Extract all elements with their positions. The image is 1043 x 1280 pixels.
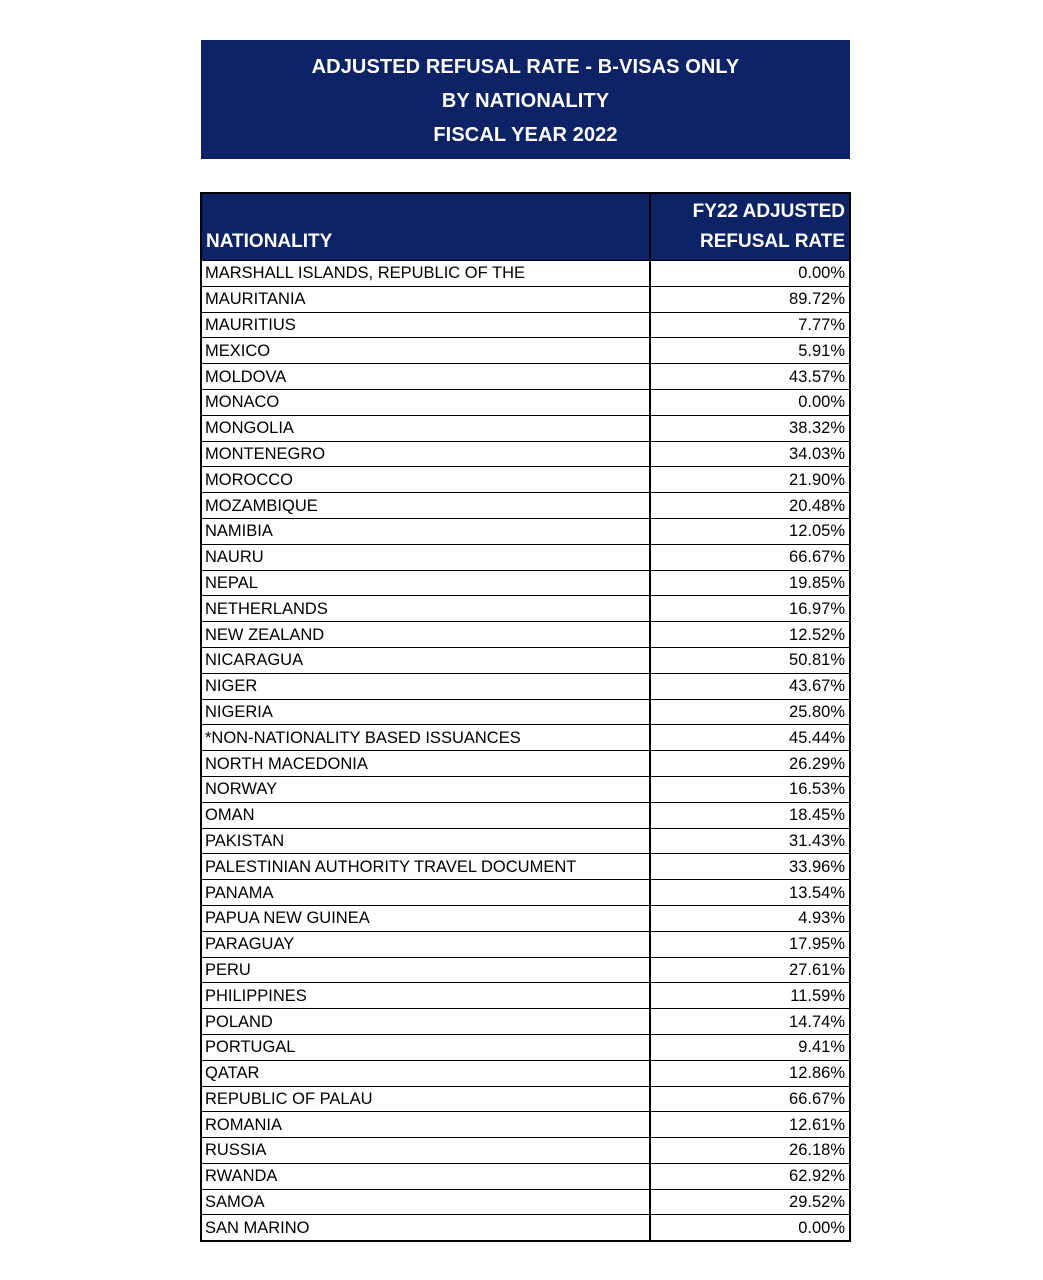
table-row [202,544,849,570]
nationality-cell: NEW ZEALAND [202,622,650,648]
nationality-cell: NICARAGUA [202,647,650,673]
nationality-cell: SAN MARINO [202,1215,650,1240]
refusal-rate-cell: 19.85% [650,570,849,596]
nationality-cell: MONACO [202,389,650,415]
refusal-rate-cell: 45.44% [650,725,849,751]
nationality-cell: MARSHALL ISLANDS, REPUBLIC OF THE [202,261,650,287]
table-row [202,389,849,415]
nationality-cell: OMAN [202,802,650,828]
table-row [202,1060,849,1086]
refusal-rate-cell: 16.97% [650,596,849,622]
refusal-rate-cell: 34.03% [650,441,849,467]
table-row [202,699,849,725]
refusal-rate-cell: 14.74% [650,1009,849,1035]
nationality-cell: NORTH MACEDONIA [202,751,650,777]
refusal-rate-cell: 25.80% [650,699,849,725]
refusal-rate-cell: 16.53% [650,776,849,802]
refusal-rate-cell: 29.52% [650,1189,849,1215]
column-header-refusal-rate-line-2: REFUSAL RATE [700,231,845,252]
nationality-cell: NEPAL [202,570,650,596]
nationality-cell: SAMOA [202,1189,650,1215]
nationality-cell: PERU [202,957,650,983]
nationality-cell: MOLDOVA [202,364,650,390]
table-row [202,905,849,931]
nationality-cell: REPUBLIC OF PALAU [202,1086,650,1112]
table-row [202,1215,849,1240]
table-row [202,1009,849,1035]
table-body [202,261,849,1241]
nationality-cell: POLAND [202,1009,650,1035]
refusal-rate-cell: 0.00% [650,1215,849,1240]
table-row [202,1086,849,1112]
report-title-line-1: ADJUSTED REFUSAL RATE - B-VISAS ONLY [311,55,740,78]
refusal-rate-cell: 18.45% [650,802,849,828]
table-row [202,802,849,828]
nationality-cell: MOZAMBIQUE [202,493,650,519]
table-row [202,338,849,364]
refusal-rate-cell: 27.61% [650,957,849,983]
refusal-rate-cell: 7.77% [650,312,849,338]
table-row [202,931,849,957]
table-row [202,725,849,751]
table-row [202,673,849,699]
nationality-cell: PHILIPPINES [202,983,650,1009]
column-header-refusal-rate [650,194,849,261]
report-title-line-2: BY NATIONALITY [441,89,610,112]
nationality-cell: PAKISTAN [202,828,650,854]
refusal-rate-cell: 89.72% [650,286,849,312]
report-title-banner [201,40,850,159]
refusal-rate-cell: 43.57% [650,364,849,390]
refusal-rate-cell: 12.05% [650,518,849,544]
refusal-rate-cell: 26.18% [650,1138,849,1164]
nationality-cell: RUSSIA [202,1138,650,1164]
refusal-rate-cell: 66.67% [650,1086,849,1112]
refusal-rate-cell: 21.90% [650,467,849,493]
table-row [202,364,849,390]
nationality-cell: NIGER [202,673,650,699]
refusal-rate-cell: 4.93% [650,905,849,931]
table-row [202,880,849,906]
nationality-cell: NETHERLANDS [202,596,650,622]
table-row [202,286,849,312]
nationality-cell: PANAMA [202,880,650,906]
refusal-rate-cell: 12.61% [650,1112,849,1138]
table-row [202,1189,849,1215]
nationality-cell: PARAGUAY [202,931,650,957]
table-row [202,493,849,519]
nationality-cell: PAPUA NEW GUINEA [202,905,650,931]
nationality-cell: ROMANIA [202,1112,650,1138]
refusal-rate-cell: 62.92% [650,1163,849,1189]
table-row [202,983,849,1009]
table-row [202,647,849,673]
table-row [202,467,849,493]
refusal-rate-cell: 20.48% [650,493,849,519]
nationality-cell: MOROCCO [202,467,650,493]
table-row [202,751,849,777]
nationality-cell: PORTUGAL [202,1034,650,1060]
table-row [202,312,849,338]
nationality-cell: RWANDA [202,1163,650,1189]
table-row [202,957,849,983]
table-row [202,1138,849,1164]
table-row [202,1163,849,1189]
refusal-rate-cell: 0.00% [650,261,849,287]
refusal-rate-table [200,192,851,1242]
table-row [202,776,849,802]
refusal-rate-cell: 9.41% [650,1034,849,1060]
table-row [202,441,849,467]
refusal-rate-cell: 31.43% [650,828,849,854]
nationality-cell: MAURITIUS [202,312,650,338]
table-row [202,261,849,287]
refusal-rate-cell: 26.29% [650,751,849,777]
column-header-refusal-rate-line-1: FY22 ADJUSTED [692,201,845,222]
refusal-rate-cell: 38.32% [650,415,849,441]
nationality-cell: MONGOLIA [202,415,650,441]
nationality-cell: *NON-NATIONALITY BASED ISSUANCES [202,725,650,751]
nationality-cell: NAURU [202,544,650,570]
nationality-cell: MEXICO [202,338,650,364]
nationality-cell: MAURITANIA [202,286,650,312]
table-row [202,1034,849,1060]
refusal-rate-cell: 11.59% [650,983,849,1009]
refusal-rate-cell: 33.96% [650,854,849,880]
nationality-cell: NIGERIA [202,699,650,725]
column-header-nationality: NATIONALITY [202,194,650,261]
table-row [202,570,849,596]
refusal-rate-cell: 50.81% [650,647,849,673]
table-row [202,828,849,854]
nationality-cell: MONTENEGRO [202,441,650,467]
report-title-line-3: FISCAL YEAR 2022 [433,123,618,146]
nationality-cell: NORWAY [202,776,650,802]
table-row [202,854,849,880]
refusal-rate-cell: 12.86% [650,1060,849,1086]
refusal-rate-cell: 13.54% [650,880,849,906]
refusal-rate-cell: 43.67% [650,673,849,699]
table-row [202,1112,849,1138]
refusal-rate-cell: 66.67% [650,544,849,570]
nationality-cell: PALESTINIAN AUTHORITY TRAVEL DOCUMENT [202,854,650,880]
table-row [202,622,849,648]
table-row [202,415,849,441]
table-row [202,518,849,544]
table-header-row [202,194,849,261]
refusal-rate-cell: 5.91% [650,338,849,364]
refusal-rate-cell: 17.95% [650,931,849,957]
nationality-cell: QATAR [202,1060,650,1086]
refusal-rate-cell: 12.52% [650,622,849,648]
table-row [202,596,849,622]
nationality-cell: NAMIBIA [202,518,650,544]
refusal-rate-cell: 0.00% [650,389,849,415]
